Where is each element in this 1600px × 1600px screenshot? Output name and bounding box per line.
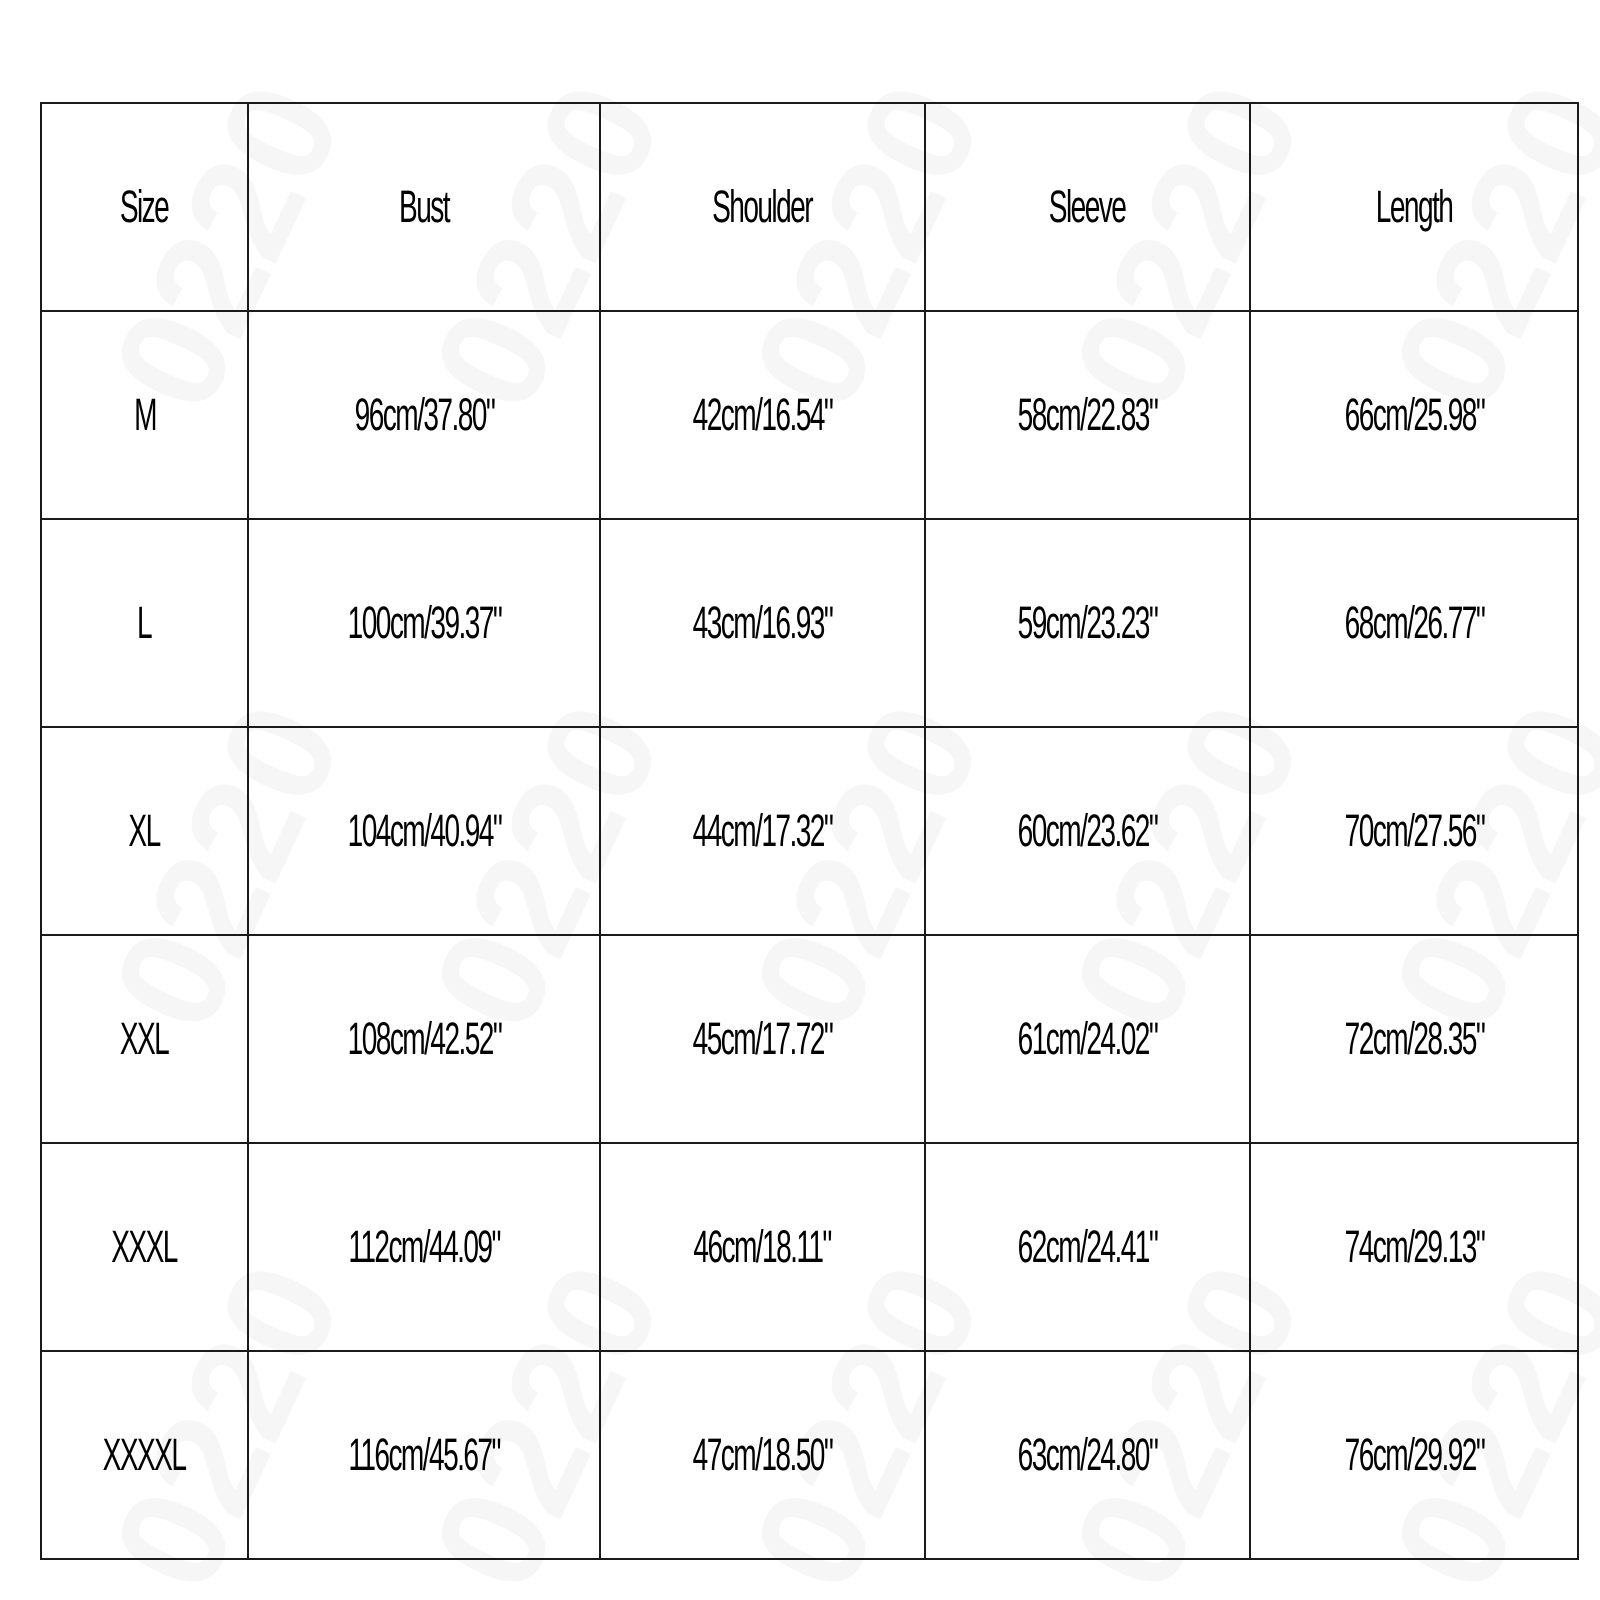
cell-sleeve [925, 519, 1250, 727]
table-row [41, 311, 1578, 519]
cell-size [41, 519, 248, 727]
cell-text: 47cm/18.50" [692, 1428, 833, 1480]
cell-text: 68cm/26.77" [1344, 596, 1484, 648]
cell-size [41, 311, 248, 519]
cell-text: L [137, 596, 152, 648]
cell-shoulder [600, 1351, 925, 1559]
cell-length [1250, 311, 1578, 519]
cell-sleeve [925, 1143, 1250, 1351]
cell-text: 63cm/24.80" [1017, 1428, 1158, 1480]
cell-text: M [133, 388, 156, 440]
cell-text: 72cm/28.35" [1344, 1012, 1484, 1064]
cell-bust [248, 727, 600, 935]
header-sleeve [925, 103, 1250, 311]
cell-text: 44cm/17.32" [692, 804, 833, 856]
cell-length [1250, 1143, 1578, 1351]
cell-text: 116cm/45.67" [348, 1428, 500, 1480]
table-row [41, 1143, 1578, 1351]
cell-bust [248, 1143, 600, 1351]
cell-text: 61cm/24.02" [1017, 1012, 1158, 1064]
cell-shoulder [600, 1143, 925, 1351]
cell-text: XXXXL [103, 1428, 186, 1480]
cell-bust [248, 935, 600, 1143]
cell-bust [248, 519, 600, 727]
header-shoulder-label: Shoulder [712, 180, 813, 232]
cell-size [41, 935, 248, 1143]
cell-text: 112cm/44.09" [348, 1220, 500, 1272]
cell-bust [248, 1351, 600, 1559]
header-sleeve-label: Sleeve [1049, 180, 1126, 232]
cell-sleeve [925, 311, 1250, 519]
cell-text: 100cm/39.37" [347, 596, 501, 648]
cell-bust [248, 311, 600, 519]
cell-size [41, 727, 248, 935]
header-size-label: Size [120, 180, 169, 232]
cell-text: 108cm/42.52" [347, 1012, 501, 1064]
header-length [1250, 103, 1578, 311]
cell-text: 76cm/29.92" [1344, 1428, 1484, 1480]
cell-text: 60cm/23.62" [1017, 804, 1158, 856]
table-row [41, 519, 1578, 727]
cell-sleeve [925, 935, 1250, 1143]
header-shoulder [600, 103, 925, 311]
cell-shoulder [600, 727, 925, 935]
cell-text: 74cm/29.13" [1344, 1220, 1484, 1272]
cell-sleeve [925, 727, 1250, 935]
header-size [41, 103, 248, 311]
cell-length [1250, 1351, 1578, 1559]
cell-text: XL [128, 804, 161, 856]
cell-length [1250, 519, 1578, 727]
cell-text: XXXL [111, 1220, 178, 1272]
cell-size [41, 1143, 248, 1351]
cell-text: 96cm/37.80" [354, 388, 494, 440]
cell-text: 45cm/17.72" [692, 1012, 833, 1064]
cell-text: 58cm/22.83" [1017, 388, 1158, 440]
cell-text: XXL [120, 1012, 169, 1064]
table-row [41, 1351, 1578, 1559]
header-bust-label: Bust [399, 180, 449, 232]
cell-text: 46cm/18.11" [693, 1220, 832, 1272]
cell-length [1250, 727, 1578, 935]
cell-text: 66cm/25.98" [1344, 388, 1484, 440]
size-chart-table [40, 102, 1579, 1560]
cell-text: 43cm/16.93" [692, 596, 833, 648]
cell-text: 59cm/23.23" [1017, 596, 1158, 648]
cell-size [41, 1351, 248, 1559]
cell-text: 42cm/16.54" [692, 388, 833, 440]
cell-length [1250, 935, 1578, 1143]
cell-text: 70cm/27.56" [1344, 804, 1484, 856]
table-header-row [41, 103, 1578, 311]
cell-text: 104cm/40.94" [347, 804, 501, 856]
cell-shoulder [600, 311, 925, 519]
cell-text: 62cm/24.41" [1017, 1220, 1158, 1272]
table-row [41, 935, 1578, 1143]
cell-shoulder [600, 935, 925, 1143]
header-bust [248, 103, 600, 311]
cell-sleeve [925, 1351, 1250, 1559]
header-length-label: Length [1375, 180, 1453, 232]
table-row [41, 727, 1578, 935]
cell-shoulder [600, 519, 925, 727]
